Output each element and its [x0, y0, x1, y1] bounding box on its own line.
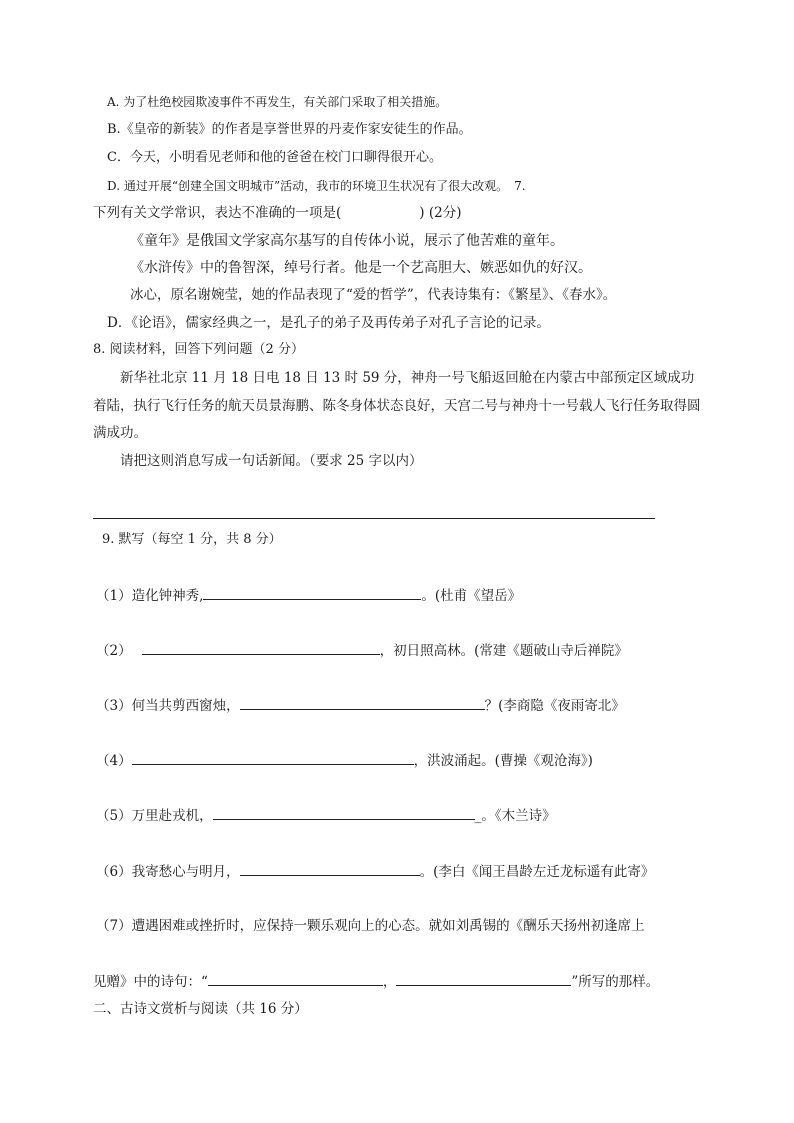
q6-option-b: B.《皇帝的新装》的作者是享誉世界的丹麦作家安徒生的作品。 — [107, 122, 472, 137]
q9-item-7-line2-comma: ， — [382, 974, 397, 990]
q9-item-7-line2-prefix: 见赠》中的诗句：“ — [93, 974, 208, 990]
q9-item-1-blank[interactable] — [203, 585, 421, 600]
q7-stem — [93, 203, 461, 223]
q7-stem-score: ) (2分) — [419, 205, 462, 221]
q9-item-5-prefix: 万里赴戎机， — [131, 808, 213, 824]
q6-option-d: D. 通过开展“创建全国文明城市”活动，我市的环境卫生状况有了很大改观。 7. — [107, 179, 526, 193]
q9-item-5-suffix: _。《木兰诗》 — [474, 808, 556, 824]
q9-item-3 — [96, 695, 625, 716]
q9-item-6 — [96, 861, 654, 882]
q9-item-3-number: （3） — [96, 698, 132, 714]
q9-item-2-number: （2） — [96, 643, 132, 659]
section-2-heading: 二、古诗文赏析与阅读（共 16 分） — [93, 1001, 308, 1017]
q9-item-6-suffix: 。(李白《闻王昌龄左迁龙标遥有此寄》 — [419, 864, 655, 880]
q9-item-1-number: （1） — [96, 588, 132, 604]
q9-item-1 — [96, 585, 521, 606]
q8-paragraph-line1: 新华社北京 11 月 18 日电 18 日 13 时 59 分，神舟一号飞船返回舱在内蒙古中部预定区域成功 — [120, 370, 695, 386]
q7-option-c: 冰心，原名谢婉莹，她的作品表现了“爱的哲学”，代表诗集有：《繁星》、《春水》。 — [130, 287, 617, 303]
q9-item-1-prefix: 造化钟神秀, — [131, 588, 204, 604]
q9-item-5-number: （5） — [96, 808, 132, 824]
q9-item-2 — [96, 640, 628, 661]
q9-item-3-blank[interactable] — [240, 695, 485, 710]
q9-item-4-number: （4） — [96, 753, 132, 769]
q7-option-b: 《水浒传》中的鲁智深，绰号行者。他是一个艺高胆大、嫉恶如仇的好汉。 — [130, 260, 592, 276]
q8-paragraph-line3: 满成功。 — [93, 425, 147, 441]
q9-item-6-blank[interactable] — [240, 861, 420, 876]
q9-item-2-blank[interactable] — [142, 640, 380, 655]
q9-item-3-suffix: ？(李商隐《夜雨寄北》 — [484, 698, 625, 714]
q9-item-7-text: 遭遇困难或挫折时，应保持一颗乐观向上的心态。就如刘禹锡的《酬乐天扬州初逢席上 — [131, 918, 645, 934]
q9-item-6-number: （6） — [96, 864, 132, 880]
q9-item-2-suffix: ，初日照高林。(常建《题破山寺后禅院》 — [379, 643, 628, 659]
q9-item-7-line1 — [96, 916, 645, 936]
q7-option-d: D．《论语》，儒家经典之一，是孔子的弟子及再传弟子对孔子言论的记录。 — [107, 315, 550, 331]
q9-item-4-blank[interactable] — [132, 750, 414, 765]
q7-stem-text: 下列有关文学常识，表达不准确的一项是( — [93, 205, 342, 221]
q8-heading: 8. 阅读材料，回答下列问题（2 分） — [93, 342, 304, 357]
q9-item-4 — [96, 750, 593, 771]
q9-item-5 — [96, 805, 556, 826]
q8-instruction: 请把这则消息写成一句话新闻。（要求 25 字以内） — [120, 453, 423, 469]
q9-item-5-blank[interactable] — [213, 805, 475, 820]
q6-option-c: C．今天，小明看见老师和他的爸爸在校门口聊得很开心。 — [107, 150, 442, 165]
q9-item-7-line2 — [93, 971, 659, 992]
q9-item-3-prefix: 何当共剪西窗烛， — [131, 698, 240, 714]
q8-answer-line[interactable] — [93, 518, 655, 519]
q9-heading: 9. 默写（每空 1 分，共 8 分） — [102, 532, 282, 547]
q9-item-7-line2-suffix: ”所写的那样。 — [571, 974, 660, 990]
q6-option-a: A. 为了杜绝校园欺凌事件不再发生，有关部门采取了相关措施。 — [107, 95, 448, 109]
q9-item-7-blank-1[interactable] — [208, 971, 383, 986]
q9-item-7-blank-2[interactable] — [396, 971, 571, 986]
q8-paragraph-line2: 着陆，执行飞行任务的航天员景海鹏、陈冬身体状态良好，天宫二号与神舟十一号载人飞行任务取得圆 — [93, 398, 701, 414]
q9-item-1-suffix: 。(杜甫《望岳》 — [421, 588, 522, 604]
q9-item-4-suffix: ，洪波涌起。(曹操《观沧海》) — [413, 753, 593, 769]
q9-item-7-number: （7） — [96, 918, 132, 934]
q9-item-6-prefix: 我寄愁心与明月， — [131, 864, 240, 880]
q7-option-a: 《童年》是俄国文学家高尔基写的自传体小说，展示了他苦难的童年。 — [130, 233, 564, 249]
